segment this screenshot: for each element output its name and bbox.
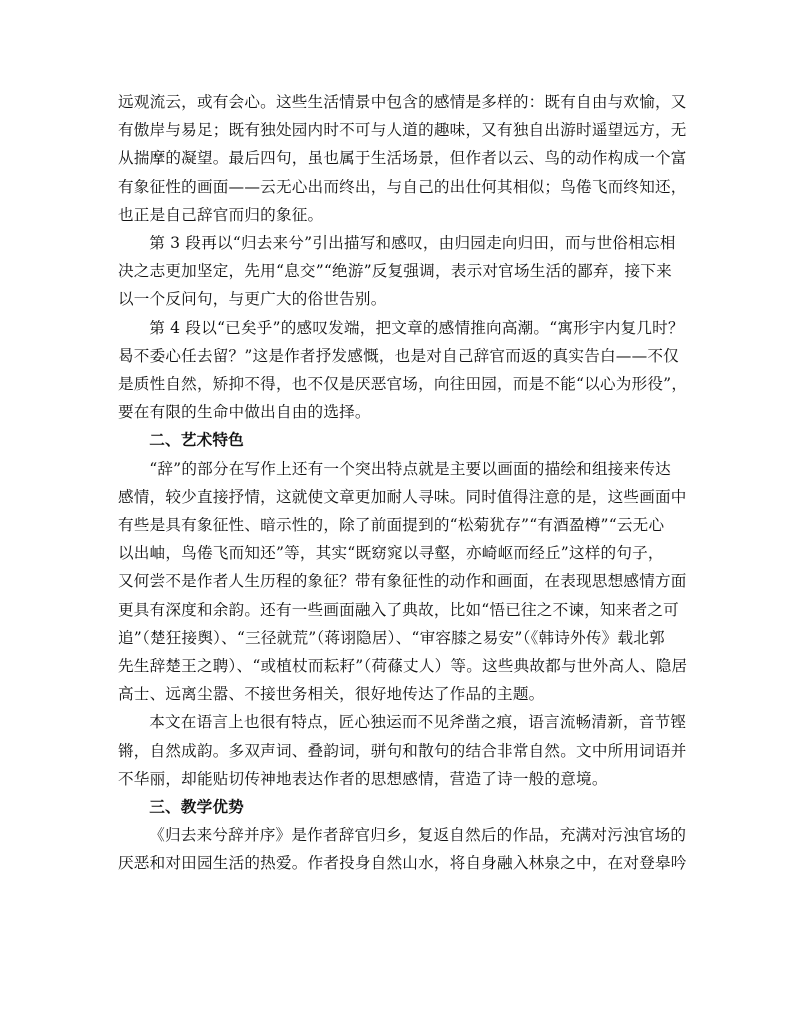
paragraph-art-features — [118, 455, 688, 709]
paragraph-section-4 — [118, 314, 688, 427]
text-line: 曷不委心任去留？”这是作者抒发感慨，也是对自己辞官而返的真实告白——不仅 — [118, 346, 679, 365]
text-line: 有象征性的画面——云无心出而终出，与自己的出仕何其相似；鸟倦飞而终知还， — [118, 177, 687, 196]
text-line: 高士、远离尘嚣、不接世务相关，很好地传达了作品的主题。 — [118, 685, 545, 704]
text-line: “辞”的部分在写作上还有一个突出特点就是主要以画面的描绘和组接来传达 — [149, 459, 671, 478]
text-line: 又何尝不是作者人生历程的象征？带有象征性的动作和画面，在表现思想感情方面 — [118, 572, 687, 591]
paragraph-scene-analysis — [118, 88, 687, 229]
text-line: 从揣摩的凝望。最后四句，虽也属于生活场景，但作者以云、鸟的动作构成一个富 — [118, 149, 687, 168]
text-line: 决之志更加坚定，先用“息交”“绝游”反复强调，表示对官场生活的鄙弃，接下来 — [118, 262, 672, 281]
text-line: 也正是自己辞官而归的象征。 — [118, 205, 324, 224]
text-line: 更具有深度和余韵。还有一些画面融入了典故，比如“悟已往之不谏，知来者之可 — [118, 600, 679, 619]
text-line: 本文在语言上也很有特点，匠心独运而不见斧凿之痕，语言流畅清新，音节铿 — [149, 713, 687, 732]
text-line: 厌恶和对田园生活的热爱。作者投身自然山水，将自身融入林泉之中，在对登皋吟 — [118, 854, 687, 873]
text-line: 锵，自然成韵。多双声词、叠韵词，骈句和散句的结合非常自然。文中所用词语并 — [118, 741, 687, 760]
paragraph-language — [118, 708, 687, 793]
text-line: 是质性自然，矫抑不得，也不仅是厌恶官场，向往田园，而是不能“以心为形役”， — [118, 375, 688, 394]
text-line: 第 3 段再以“归去来兮”引出描写和感叹，由归园走向归田，而与世俗相忘相 — [149, 234, 676, 253]
section-heading-teaching-advantages: 三、教学优势 — [149, 798, 244, 817]
text-line: 要在有限的生命中做出自由的选择。 — [118, 403, 371, 422]
text-line: 不华丽，却能贴切传神地表达作者的思想感情，营造了诗一般的意境。 — [118, 769, 608, 788]
paragraph-teaching-advantages — [118, 821, 687, 877]
text-line: 追”（楚狂接舆）、“三径就荒”（蒋诩隐居）、“审容膝之易安”（《韩诗外传》载北郭 — [118, 628, 665, 647]
text-line: 以一个反问句，与更广大的俗世告别。 — [118, 290, 387, 309]
section-heading-art-features: 二、艺术特色 — [149, 431, 244, 450]
text-line: 先生辞楚王之聘）、“或植杖而耘耔”（荷蓧丈人）等。这些典故都与世外高人、隐居 — [118, 657, 688, 676]
text-line: 感情，较少直接抒情，这就使文章更加耐人寻味。同时值得注意的是，这些画面中 — [118, 487, 687, 506]
text-line: 以出岫，鸟倦飞而知还”等，其实“既窈窕以寻壑，亦崎岖而经丘”这样的句子， — [118, 544, 664, 563]
paragraph-section-3 — [118, 229, 684, 314]
text-line: 《归去来兮辞并序》是作者辞官归乡，复返自然后的作品，充满对污浊官场的 — [149, 826, 687, 845]
text-line: 远观流云，或有会心。这些生活情景中包含的感情是多样的：既有自由与欢愉，又 — [118, 93, 687, 111]
document-body — [118, 88, 688, 878]
text-line: 有傲岸与易足；既有独处园内时不可与人道的趣味，又有独自出游时遥望远方，无 — [118, 121, 687, 140]
text-line: 第 4 段以“已矣乎”的感叹发端，把文章的感情推向高潮。“寓形宇内复几时？ — [149, 318, 684, 337]
text-line: 有些是具有象征性、暗示性的，除了前面提到的“松菊犹存”“有酒盈樽”“云无心 — [118, 516, 665, 535]
